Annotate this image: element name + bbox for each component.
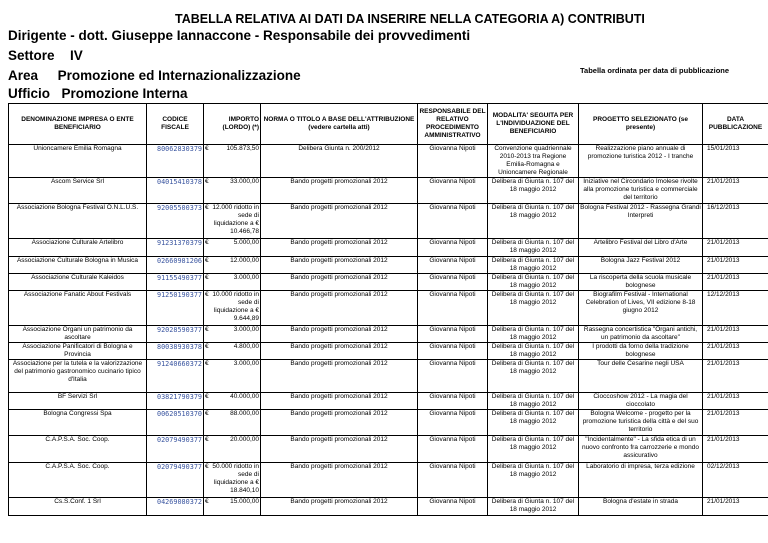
amount-value: 3.000,00 xyxy=(233,360,259,367)
cell-data: 21/01/2013 xyxy=(703,360,768,393)
cell-norma: Bando progetti promozionali 2012 xyxy=(261,393,418,410)
cell-norma: Bando progetti promozionali 2012 xyxy=(261,343,418,360)
col-header-responsabile: RESPONSABILE DEL RELATIVO PROCEDIMENTO AMMINISTRATIVO xyxy=(418,104,488,145)
cell-codice-fiscale: 04015410378 xyxy=(147,178,204,204)
amount-value: 15.000,00 xyxy=(230,498,259,505)
ufficio-line xyxy=(8,86,188,101)
cell-codice-fiscale: 02079490377 xyxy=(147,463,204,498)
cell-importo xyxy=(204,393,261,410)
euro-sign: € xyxy=(205,257,209,264)
cell-progetto: "Incidentalmente" - La sfida etica di un nuovo confronto fra carrozzerie e mondo assicurativo xyxy=(579,436,703,463)
euro-sign: € xyxy=(205,274,209,281)
cell-progetto: Cioccoshow 2012 - La magia del cioccolato xyxy=(579,393,703,410)
amount-value: 10.000 ridotto in sede di liquidazione a € 9.644,89 xyxy=(212,291,259,322)
amount-value: 4.800,00 xyxy=(233,343,259,350)
euro-sign: € xyxy=(205,326,209,333)
cell-denominazione: Ascom Service Srl xyxy=(9,178,147,204)
cell-denominazione: Cs.S.Conf. 1 Srl xyxy=(9,498,147,516)
cell-codice-fiscale: 00620510370 xyxy=(147,410,204,436)
cell-progetto: Bologna d'estate in strada xyxy=(579,498,703,516)
cell-progetto: Bologna Festival 2012 - Rassegna Grandi Interpreti xyxy=(579,204,703,239)
cell-norma: Bando progetti promozionali 2012 xyxy=(261,410,418,436)
cell-responsabile: Giovanna Nipoti xyxy=(418,498,488,516)
cell-codice-fiscale: 04269080372 xyxy=(147,498,204,516)
euro-sign: € xyxy=(205,498,209,505)
col-header-norma: NORMA O TITOLO A BASE DELL'ATTRIBUZIONE (vedere cartella atti) xyxy=(261,104,418,145)
cell-codice-fiscale: 03821790379 xyxy=(147,393,204,410)
col-header-denominazione: DENOMINAZIONE IMPRESA O ENTE BENEFICIARIO xyxy=(9,104,147,145)
cell-modalita: Delibera di Giunta n. 107 del 18 maggio 2012 xyxy=(488,274,579,291)
table-row xyxy=(9,436,768,463)
table-row xyxy=(9,410,768,436)
ufficio-value: Promozione Interna xyxy=(61,86,188,101)
euro-sign: € xyxy=(205,204,209,211)
cell-data: 21/01/2013 xyxy=(703,343,768,360)
col-header-importo: IMPORTO (LORDO) (*) xyxy=(204,104,261,145)
euro-sign: € xyxy=(205,410,209,417)
cell-denominazione: Associazione Panificatori di Bologna e Provincia xyxy=(9,343,147,360)
amount-value: 12.000 ridotto in sede di liquidazione a € 10.466,78 xyxy=(212,204,259,235)
cell-importo xyxy=(204,326,261,343)
cell-responsabile: Giovanna Nipoti xyxy=(418,291,488,326)
euro-sign: € xyxy=(205,393,209,400)
cell-norma: Bando progetti promozionali 2012 xyxy=(261,274,418,291)
cell-modalita: Delibera di Giunta n. 107 del 18 maggio 2012 xyxy=(488,257,579,274)
settore-label: Settore xyxy=(8,48,55,63)
euro-sign: € xyxy=(205,436,209,443)
cell-responsabile: Giovanna Nipoti xyxy=(418,178,488,204)
col-header-progetto: PROGETTO SELEZIONATO (se presente) xyxy=(579,104,703,145)
cell-denominazione: BF Servizi Srl xyxy=(9,393,147,410)
table-body xyxy=(9,145,768,516)
cell-progetto: Realizzazione piano annuale di promozione turistica 2012 - I tranche xyxy=(579,145,703,178)
settore-value: IV xyxy=(70,48,83,63)
ufficio-label: Ufficio xyxy=(8,86,50,101)
cell-responsabile: Giovanna Nipoti xyxy=(418,145,488,178)
table-row xyxy=(9,463,768,498)
table-row xyxy=(9,360,768,393)
cell-modalita: Delibera di Giunta n. 107 del 18 maggio 2012 xyxy=(488,326,579,343)
dirigente-line: Dirigente - dott. Giuseppe Iannaccone - Responsabile dei provvedimenti xyxy=(8,28,471,43)
euro-sign: € xyxy=(205,343,209,350)
cell-progetto: Rassegna concertistica "Organi antichi, un patrimonio da ascoltare" xyxy=(579,326,703,343)
cell-denominazione: Bologna Congressi Spa xyxy=(9,410,147,436)
table-row xyxy=(9,204,768,239)
amount-value: 3.000,00 xyxy=(233,326,259,333)
cell-importo xyxy=(204,360,261,393)
cell-importo xyxy=(204,410,261,436)
cell-norma: Bando progetti promozionali 2012 xyxy=(261,291,418,326)
cell-modalita: Delibera di Giunta n. 107 del 18 maggio 2012 xyxy=(488,291,579,326)
cell-codice-fiscale: 80038930378 xyxy=(147,343,204,360)
euro-sign: € xyxy=(205,360,209,367)
cell-modalita: Delibera di Giunta n. 107 del 18 maggio 2012 xyxy=(488,498,579,516)
cell-denominazione: Unioncamere Emilia Romagna xyxy=(9,145,147,178)
cell-importo xyxy=(204,274,261,291)
cell-data: 21/01/2013 xyxy=(703,326,768,343)
euro-sign: € xyxy=(205,239,209,246)
cell-norma: Bando progetti promozionali 2012 xyxy=(261,178,418,204)
cell-importo xyxy=(204,463,261,498)
cell-data: 15/01/2013 xyxy=(703,145,768,178)
cell-denominazione: C.A.P.S.A. Soc. Coop. xyxy=(9,463,147,498)
cell-denominazione: C.A.P.S.A. Soc. Coop. xyxy=(9,436,147,463)
cell-denominazione: Associazione Culturale Kaleidos xyxy=(9,274,147,291)
cell-modalita: Convenzione quadriennale 2010-2013 tra Regione Emilia-Romagna e Unioncamere Regionale xyxy=(488,145,579,178)
amount-value: 5.000,00 xyxy=(233,239,259,246)
cell-importo xyxy=(204,436,261,463)
cell-responsabile: Giovanna Nipoti xyxy=(418,393,488,410)
cell-modalita: Delibera di Giunta n. 107 del 18 maggio 2012 xyxy=(488,393,579,410)
cell-norma: Bando progetti promozionali 2012 xyxy=(261,498,418,516)
cell-data: 12/12/2013 xyxy=(703,291,768,326)
table-row xyxy=(9,257,768,274)
cell-denominazione: Associazione Bologna Festival O.N.L.U.S. xyxy=(9,204,147,239)
cell-modalita: Delibera di Giunta n. 107 del 18 maggio 2012 xyxy=(488,436,579,463)
cell-data: 21/01/2013 xyxy=(703,410,768,436)
cell-responsabile: Giovanna Nipoti xyxy=(418,360,488,393)
cell-codice-fiscale: 02660981206 xyxy=(147,257,204,274)
amount-value: 33.000,00 xyxy=(230,178,259,185)
cell-denominazione: Associazione Organi un patrimonio da ascoltare xyxy=(9,326,147,343)
cell-modalita: Delibera di Giunta n. 107 del 18 maggio 2012 xyxy=(488,178,579,204)
cell-modalita: Delibera di Giunta n. 107 del 18 maggio 2012 xyxy=(488,204,579,239)
cell-data: 21/01/2013 xyxy=(703,239,768,257)
cell-data: 16/12/2013 xyxy=(703,204,768,239)
settore-line xyxy=(8,48,83,63)
col-header-codice-fiscale: CODICE FISCALE xyxy=(147,104,204,145)
cell-importo xyxy=(204,257,261,274)
cell-importo xyxy=(204,145,261,178)
cell-progetto: I prodotti da forno della tradizione bolognese xyxy=(579,343,703,360)
cell-norma: Bando progetti promozionali 2012 xyxy=(261,326,418,343)
table-row xyxy=(9,291,768,326)
amount-value: 12.000,00 xyxy=(230,257,259,264)
cell-importo xyxy=(204,498,261,516)
contributi-table xyxy=(8,103,768,516)
sort-note: Tabella ordinata per data di pubblicazione xyxy=(580,66,730,75)
cell-modalita: Delibera di Giunta n. 107 del 18 maggio 2012 xyxy=(488,410,579,436)
table-row xyxy=(9,498,768,516)
col-header-data: DATA PUBBLICAZIONE xyxy=(703,104,768,145)
table-row xyxy=(9,178,768,204)
col-header-modalita: MODALITA' SEGUITA PER L'INDIVIDUAZIONE DEL BENEFICIARIO xyxy=(488,104,579,145)
cell-norma: Bando progetti promozionali 2012 xyxy=(261,257,418,274)
table-row xyxy=(9,343,768,360)
cell-codice-fiscale: 91240660372 xyxy=(147,360,204,393)
table-header-row xyxy=(9,104,768,145)
area-label: Area xyxy=(8,68,39,83)
cell-importo xyxy=(204,178,261,204)
cell-norma: Bando progetti promozionali 2012 xyxy=(261,436,418,463)
cell-responsabile: Giovanna Nipoti xyxy=(418,204,488,239)
cell-data: 21/01/2013 xyxy=(703,498,768,516)
euro-sign: € xyxy=(205,178,209,185)
amount-value: 50.000 ridotto in sede di liquidazione a € 18.840,10 xyxy=(212,463,259,494)
area-line xyxy=(8,68,301,83)
cell-norma: Bando progetti promozionali 2012 xyxy=(261,239,418,257)
cell-data: 21/01/2013 xyxy=(703,257,768,274)
euro-sign: € xyxy=(205,145,209,152)
cell-norma: Delibera Giunta n. 200/2012 xyxy=(261,145,418,178)
cell-importo xyxy=(204,343,261,360)
cell-responsabile: Giovanna Nipoti xyxy=(418,410,488,436)
cell-data: 02/12/2013 xyxy=(703,463,768,498)
amount-value: 88.000,00 xyxy=(230,410,259,417)
amount-value: 40.000,00 xyxy=(230,393,259,400)
cell-progetto: Bologna Jazz Festival 2012 xyxy=(579,257,703,274)
table-row xyxy=(9,239,768,257)
cell-progetto: Artelibro Festival del Libro d'Arte xyxy=(579,239,703,257)
cell-progetto: Tour delle Cesarine negli USA xyxy=(579,360,703,393)
cell-responsabile: Giovanna Nipoti xyxy=(418,326,488,343)
cell-codice-fiscale: 92005500373 xyxy=(147,204,204,239)
cell-responsabile: Giovanna Nipoti xyxy=(418,436,488,463)
table-row xyxy=(9,393,768,410)
cell-data: 21/01/2013 xyxy=(703,274,768,291)
cell-data: 21/01/2013 xyxy=(703,178,768,204)
cell-norma: Bando progetti promozionali 2012 xyxy=(261,360,418,393)
cell-modalita: Delibera di Giunta n. 107 del 18 maggio 2012 xyxy=(488,360,579,393)
cell-codice-fiscale: 91155490377 xyxy=(147,274,204,291)
cell-codice-fiscale: 02079490377 xyxy=(147,436,204,463)
cell-responsabile: Giovanna Nipoti xyxy=(418,239,488,257)
cell-denominazione: Associazione per la tutela e la valorizzazione del patrimonio gastronomico cucinario tipico d'Italia xyxy=(9,360,147,393)
cell-modalita: Delibera di Giunta n. 107 del 18 maggio 2012 xyxy=(488,343,579,360)
cell-data: 21/01/2013 xyxy=(703,393,768,410)
cell-responsabile: Giovanna Nipoti xyxy=(418,343,488,360)
amount-value: 105.873,50 xyxy=(226,145,259,152)
cell-denominazione: Associazione Culturale Bologna in Musica xyxy=(9,257,147,274)
cell-norma: Bando progetti promozionali 2012 xyxy=(261,204,418,239)
cell-codice-fiscale: 92028590377 xyxy=(147,326,204,343)
cell-importo xyxy=(204,204,261,239)
amount-value: 3.000,00 xyxy=(233,274,259,281)
cell-responsabile: Giovanna Nipoti xyxy=(418,257,488,274)
cell-data: 21/01/2013 xyxy=(703,436,768,463)
cell-importo xyxy=(204,239,261,257)
table-row xyxy=(9,326,768,343)
euro-sign: € xyxy=(205,463,209,470)
cell-denominazione: Associazione Fanatic About Festivals xyxy=(9,291,147,326)
cell-progetto: La riscoperta della scuola musicale bolognese xyxy=(579,274,703,291)
table-row xyxy=(9,274,768,291)
cell-codice-fiscale: 91250190377 xyxy=(147,291,204,326)
cell-progetto: Bologna Welcome - progetto per la promozione turistica della città e del suo territorio xyxy=(579,410,703,436)
cell-modalita: Delibera di Giunta n. 107 del 18 maggio 2012 xyxy=(488,463,579,498)
amount-value: 20.000,00 xyxy=(230,436,259,443)
area-value: Promozione ed Internazionalizzazione xyxy=(57,68,301,83)
cell-codice-fiscale: 80062830379 xyxy=(147,145,204,178)
cell-responsabile: Giovanna Nipoti xyxy=(418,463,488,498)
cell-importo xyxy=(204,291,261,326)
document-title: TABELLA RELATIVA AI DATI DA INSERIRE NELLA CATEGORIA A) CONTRIBUTI xyxy=(175,12,645,26)
cell-norma: Bando progetti promozionali 2012 xyxy=(261,463,418,498)
cell-progetto: Laboratorio di impresa, terza edizione xyxy=(579,463,703,498)
cell-progetto: Biografilm Festival - International Celebration of Lives, VII edizione 8-18 giugno 2012 xyxy=(579,291,703,326)
cell-responsabile: Giovanna Nipoti xyxy=(418,274,488,291)
cell-progetto: Iniziative nel Circondario Imolese rivolte alla promozione turistica e commerciale del territorio xyxy=(579,178,703,204)
table-row xyxy=(9,145,768,178)
cell-codice-fiscale: 91231370379 xyxy=(147,239,204,257)
cell-modalita: Delibera di Giunta n. 107 del 18 maggio 2012 xyxy=(488,239,579,257)
euro-sign: € xyxy=(205,291,209,298)
cell-denominazione: Associazione Culturale Artelibro xyxy=(9,239,147,257)
